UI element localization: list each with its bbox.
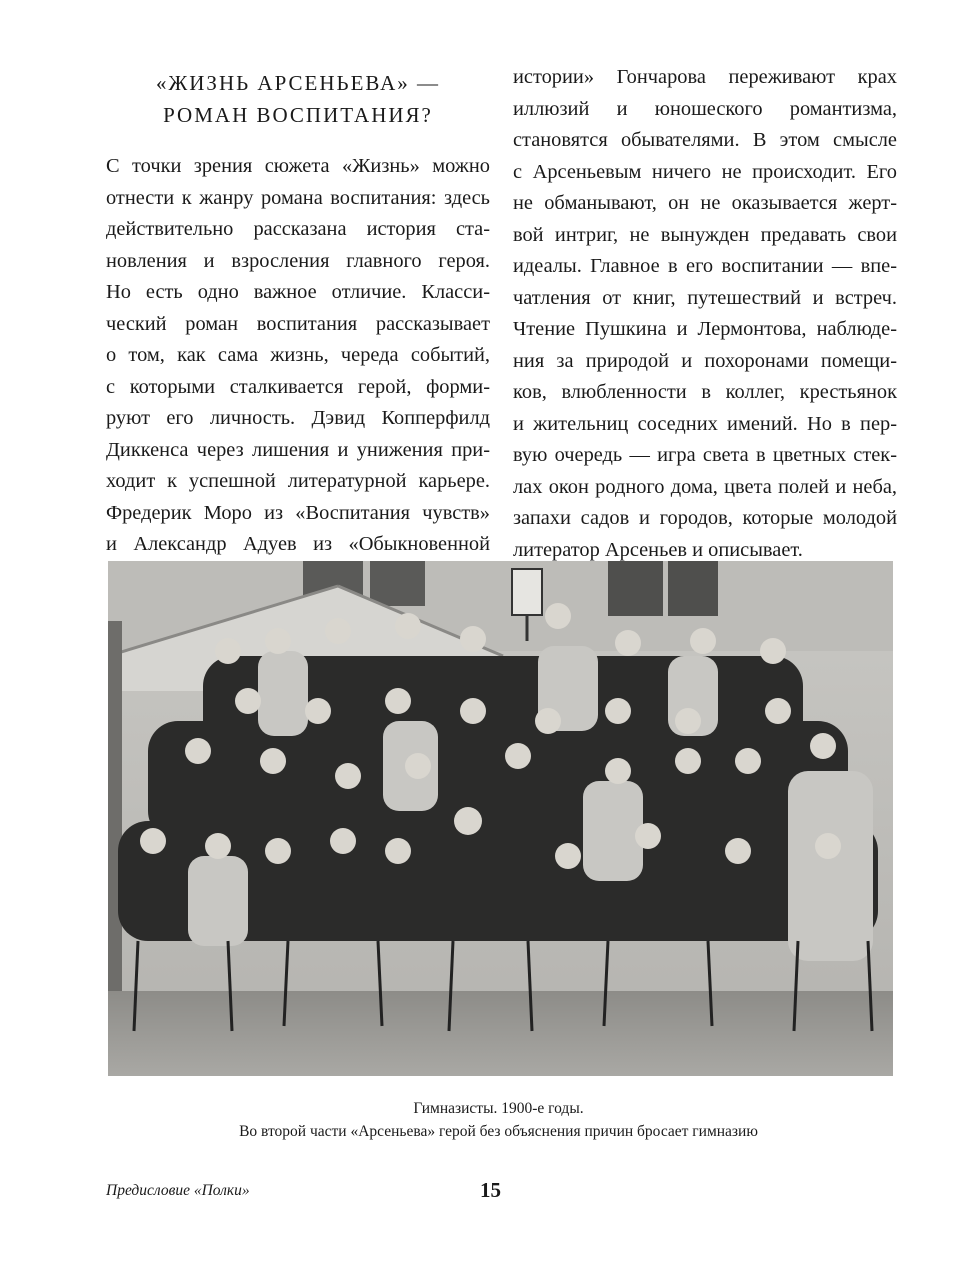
- text-line: Фредерик Моро из «Воспитания чувств»: [106, 501, 490, 524]
- text-line: руют его личность. Дэвид Копперфилд: [106, 407, 490, 429]
- text-line: лах окон родного дома, цвета полей и неба,: [513, 475, 897, 498]
- right-column: [513, 62, 897, 566]
- text-line: становятся обывателями. В этом смысле: [513, 129, 897, 151]
- text-line: действительно рассказана история ста-: [106, 218, 490, 240]
- text-line: с которыми сталкивается герой, форми-: [106, 375, 490, 398]
- text-line: и жительниц соседних имений. Но в пер-: [513, 412, 897, 435]
- text-line: С точки зрения сюжета «Жизнь» можно: [106, 155, 490, 177]
- caption-line-2: Во второй части «Арсеньева» герой без объяснения причин бросает гимназию: [239, 1123, 758, 1140]
- left-paragraph: [106, 151, 490, 561]
- text-line: Чтение Пушкина и Лермонтова, наблюде-: [513, 318, 897, 340]
- text-line: новления и взросления главного героя.: [106, 249, 490, 272]
- caption-line-1: Гимназисты. 1900-е годы.: [413, 1100, 584, 1117]
- left-column: [106, 62, 490, 561]
- text-line: Но есть одно важное отличие. Класси-: [106, 281, 490, 303]
- text-line: о том, как сама жизнь, череда событий,: [106, 344, 490, 366]
- running-footer: Предисловие «Полки»: [106, 1182, 250, 1199]
- page-number: 15: [480, 1178, 501, 1202]
- text-line: литератор Арсеньев и описывает.: [513, 538, 803, 561]
- heading-line-1: «ЖИЗНЬ АРСЕНЬЕВА» —: [155, 71, 441, 95]
- text-line: с Арсеньевым ничего не происходит. Его: [513, 160, 897, 183]
- text-line: иллюзий и юношеского романтизма,: [513, 97, 897, 120]
- text-line: и Александр Адуев из «Обыкновенной: [106, 533, 490, 555]
- text-line: не обманывают, он не оказывается жерт-: [513, 192, 897, 214]
- text-line: Диккенса через лишения и унижения при-: [106, 438, 490, 461]
- text-line: ния за природой и похоронами помещи-: [513, 349, 897, 372]
- text-line: ческий роман воспитания рассказывает: [106, 312, 490, 335]
- section-heading: [106, 68, 490, 131]
- photo-caption: [106, 1097, 891, 1143]
- text-line: ков, влюбленности в коллег, крестьянок: [513, 381, 897, 403]
- text-line: вую очередь — игра света в цветных стек-: [513, 444, 897, 466]
- right-paragraph: [513, 62, 897, 566]
- text-line: отнести к жанру романа воспитания: здесь: [106, 186, 490, 209]
- text-line: вой интриг, не вынужден предавать свои: [513, 223, 897, 246]
- text-line: ходит к успешной литературной карьере.: [106, 470, 490, 492]
- text-line: истории» Гончарова переживают крах: [513, 66, 897, 88]
- text-line: запахи садов и городов, которые молодой: [513, 507, 897, 529]
- text-line: идеалы. Главное в его воспитании — впе-: [513, 255, 897, 277]
- group-photo: [108, 561, 893, 1076]
- text-line: чатления от книг, путешествий и встреч.: [513, 286, 897, 309]
- heading-line-2: РОМАН ВОСПИТАНИЯ?: [163, 102, 433, 127]
